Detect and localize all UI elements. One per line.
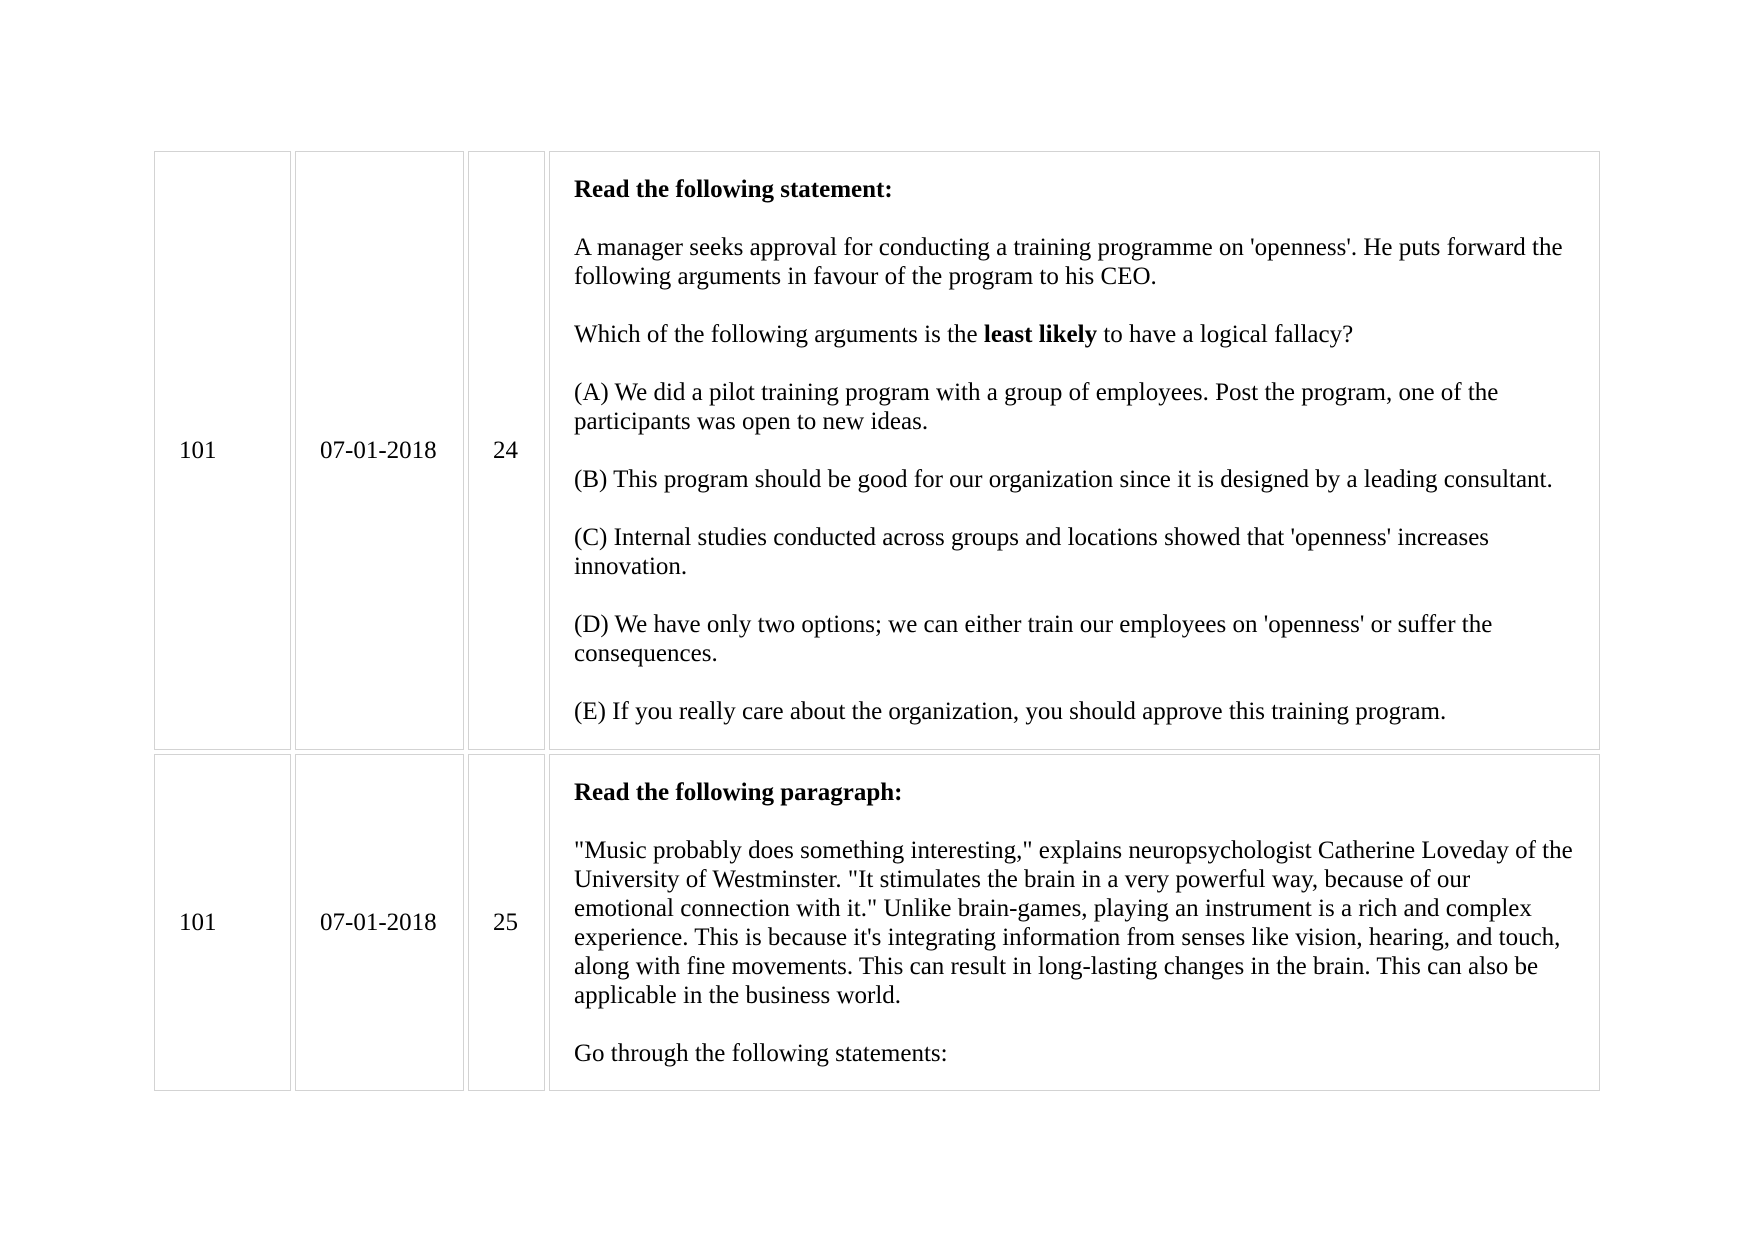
option-b: (B) This program should be good for our organization since it is designed by a leading consultant. — [574, 466, 1553, 493]
table-row — [154, 151, 1600, 750]
table-row — [154, 754, 1600, 1091]
question-cell — [549, 151, 1600, 750]
date-cell: 07-01-2018 — [295, 754, 464, 1091]
id-cell: 101 — [154, 754, 291, 1091]
question-paragraph: "Music probably does something interesting," explains neuropsychologist Catherine Loveday of the University of Westminster. "It stimulates the brain in a very powerful way, because of our emotional connection with it." Unlike brain-games, playing an instrument is a rich and complex experience. This is because it's integrating information from senses like vision, hearing, and touch, along with fine movements. This can result in long-lasting changes in the brain. This can also be applicable in the business world. — [574, 836, 1573, 1009]
question-number-cell: 25 — [468, 754, 545, 1091]
question-heading: Read the following paragraph: — [574, 778, 903, 806]
option-a: (A) We did a pilot training program with a group of employees. Post the program, one of the participants was open to new ideas. — [574, 379, 1499, 435]
option-c: (C) Internal studies conducted across groups and locations showed that 'openness' increases innovation. — [574, 524, 1490, 580]
option-d: (D) We have only two options; we can either train our employees on 'openness' or suffer the consequences. — [574, 611, 1493, 667]
id-cell: 101 — [154, 151, 291, 750]
question-cell — [549, 754, 1600, 1091]
emphasis-text: least likely — [983, 321, 1098, 348]
question-prompt: Which of the following arguments is the least likely to have a logical fallacy? — [574, 321, 1354, 348]
date-cell: 07-01-2018 — [295, 151, 464, 750]
question-table — [150, 147, 1604, 1095]
question-intro: A manager seeks approval for conducting a training programme on 'openness'. He puts forward the following arguments in favour of the program to his CEO. — [574, 234, 1563, 290]
option-e: (E) If you really care about the organization, you should approve this training program. — [574, 698, 1447, 725]
question-number-cell: 24 — [468, 151, 545, 750]
question-closing: Go through the following statements: — [574, 1039, 948, 1067]
question-heading: Read the following statement: — [574, 176, 893, 203]
